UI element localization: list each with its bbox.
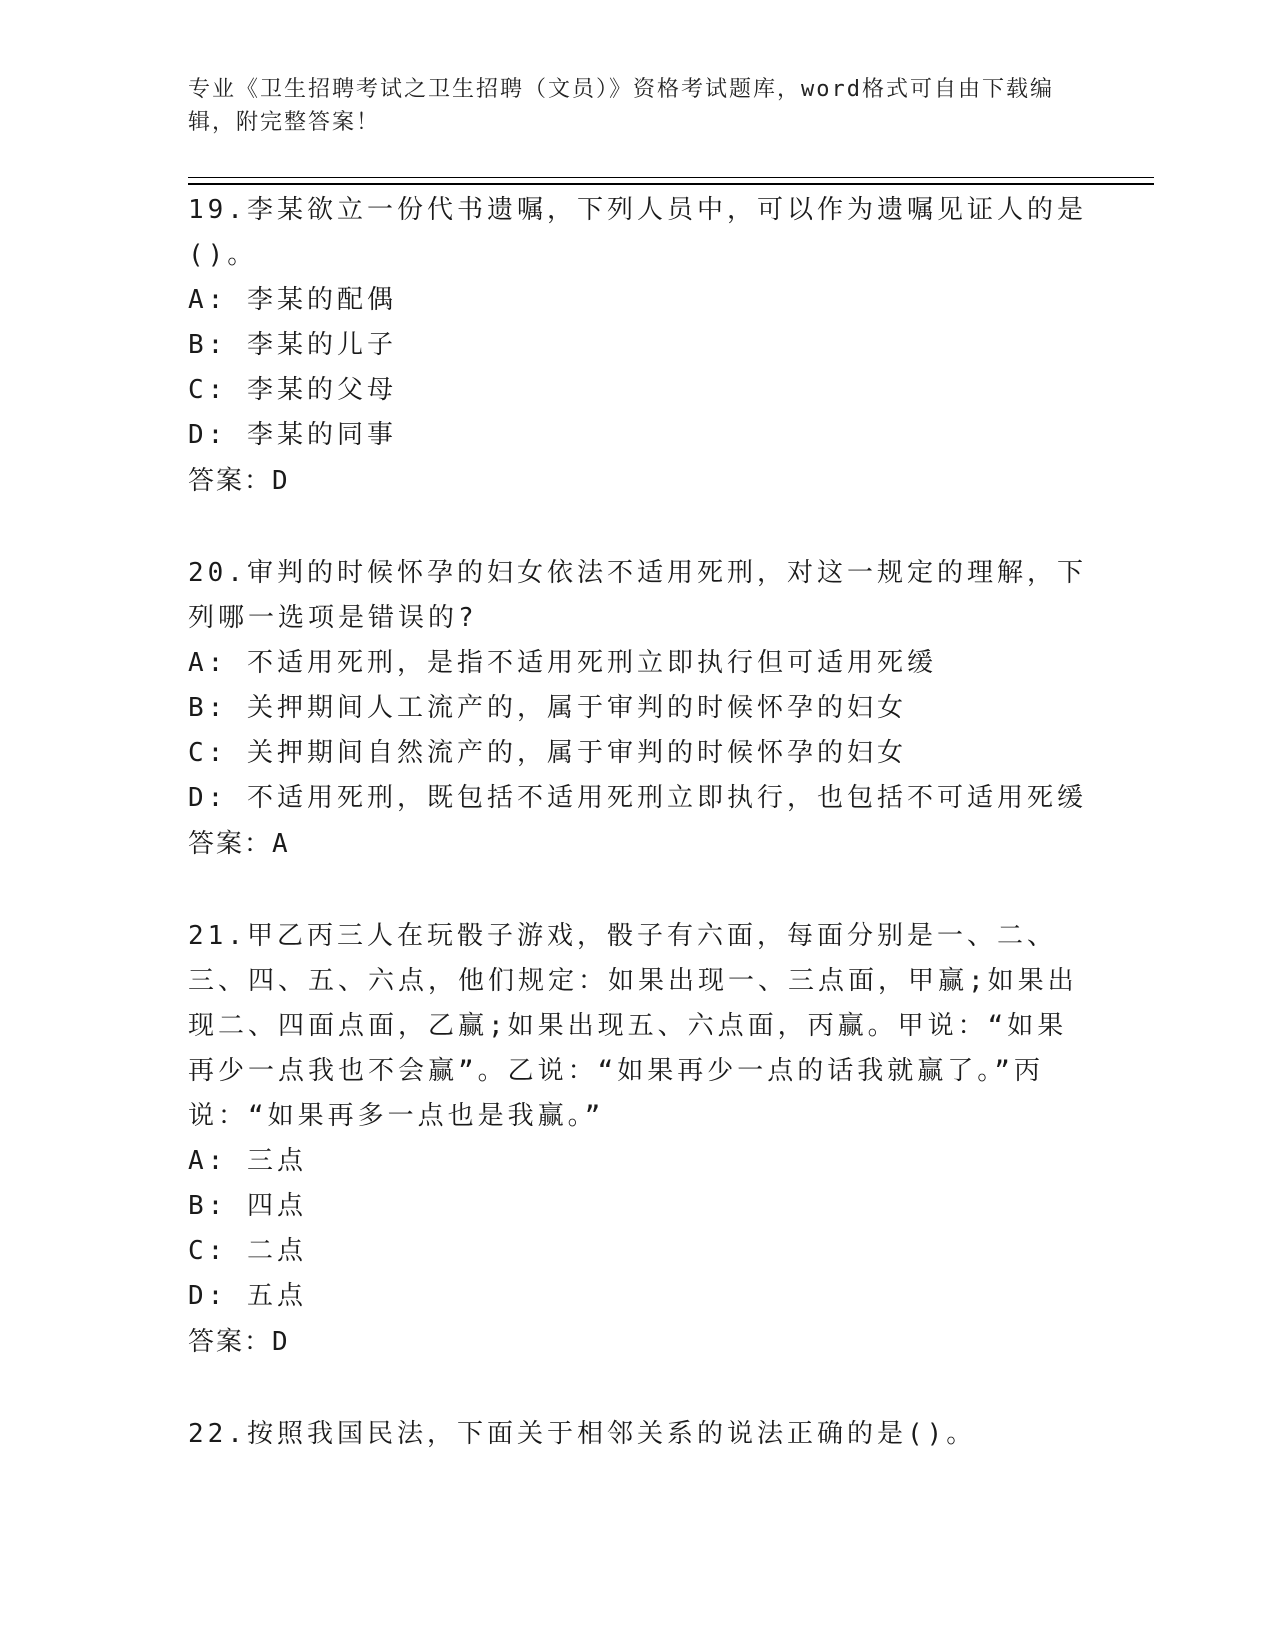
option-text: 二点 xyxy=(246,1236,307,1266)
answer-line xyxy=(188,821,1088,867)
option-text: 李某的父母 xyxy=(246,375,397,405)
option-key: C: xyxy=(188,1236,228,1266)
question-list xyxy=(188,188,1088,1504)
question-number: 20. xyxy=(188,558,247,588)
option-text: 李某的儿子 xyxy=(246,330,397,360)
option-text: 关押期间人工流产的，属于审判的时候怀孕的妇女 xyxy=(246,693,907,723)
option-b xyxy=(188,1184,1088,1229)
answer-line xyxy=(188,458,1088,504)
option-d xyxy=(188,776,1088,821)
option-text: 李某的配偶 xyxy=(246,285,397,315)
option-key: A: xyxy=(188,648,228,678)
question-stem: 甲乙丙三人在玩骰子游戏，骰子有六面，每面分别是一、二、三、四、五、六点，他们规定：如果出现一、三点面，甲赢;如果出现二、四面点面，乙赢;如果出现五、六点面，丙赢。甲说：“如果再少一点我也不会赢”。乙说：“如果再少一点的话我就赢了。”丙说：“如果再多一点也是我赢。” xyxy=(188,921,1078,1131)
answer-value: A xyxy=(272,829,290,859)
option-text: 关押期间自然流产的，属于审判的时候怀孕的妇女 xyxy=(246,738,907,768)
answer-label: 答案： xyxy=(188,466,273,496)
option-text: 五点 xyxy=(246,1281,307,1311)
header-divider-thick xyxy=(188,183,1154,185)
question-21 xyxy=(188,914,1088,1365)
question-number: 22. xyxy=(188,1419,247,1449)
option-key: A: xyxy=(188,285,228,315)
question-stem: 按照我国民法，下面关于相邻关系的说法正确的是()。 xyxy=(246,1419,977,1449)
question-number: 19. xyxy=(188,195,247,225)
header-divider-thin xyxy=(188,177,1154,178)
option-c xyxy=(188,731,1088,776)
option-a xyxy=(188,641,1088,686)
question-20 xyxy=(188,551,1088,867)
option-b xyxy=(188,686,1088,731)
option-key: B: xyxy=(188,693,228,723)
option-text: 四点 xyxy=(246,1191,307,1221)
option-key: D: xyxy=(188,783,228,813)
option-key: D: xyxy=(188,1281,228,1311)
option-d xyxy=(188,1274,1088,1319)
question-stem: 审判的时候怀孕的妇女依法不适用死刑，对这一规定的理解，下列哪一选项是错误的? xyxy=(188,558,1087,633)
document-header: 专业《卫生招聘考试之卫生招聘（文员）》资格考试题库，word格式可自由下载编辑，附完整答案！ xyxy=(188,77,1054,135)
question-19 xyxy=(188,188,1088,504)
question-text xyxy=(188,188,1088,278)
option-text: 三点 xyxy=(246,1146,307,1176)
option-b xyxy=(188,323,1088,368)
option-key: D: xyxy=(188,420,228,450)
option-text: 李某的同事 xyxy=(246,420,397,450)
answer-value: D xyxy=(272,466,290,496)
option-a xyxy=(188,278,1088,323)
option-c xyxy=(188,368,1088,413)
question-text xyxy=(188,551,1088,641)
question-number: 21. xyxy=(188,921,247,951)
answer-value: D xyxy=(272,1327,290,1357)
question-stem: 李某欲立一份代书遗嘱，下列人员中，可以作为遗嘱见证人的是()。 xyxy=(188,195,1087,270)
answer-label: 答案： xyxy=(188,1327,273,1357)
option-key: C: xyxy=(188,375,228,405)
option-c xyxy=(188,1229,1088,1274)
option-text: 不适用死刑，是指不适用死刑立即执行但可适用死缓 xyxy=(246,648,937,678)
answer-line xyxy=(188,1319,1088,1365)
question-text xyxy=(188,914,1088,1139)
option-key: B: xyxy=(188,1191,228,1221)
question-text xyxy=(188,1412,1088,1457)
option-key: A: xyxy=(188,1146,228,1176)
option-key: B: xyxy=(188,330,228,360)
option-text: 不适用死刑，既包括不适用死刑立即执行，也包括不可适用死缓 xyxy=(246,783,1087,813)
option-key: C: xyxy=(188,738,228,768)
option-d xyxy=(188,413,1088,458)
answer-label: 答案： xyxy=(188,829,273,859)
option-a xyxy=(188,1139,1088,1184)
question-22 xyxy=(188,1412,1088,1457)
